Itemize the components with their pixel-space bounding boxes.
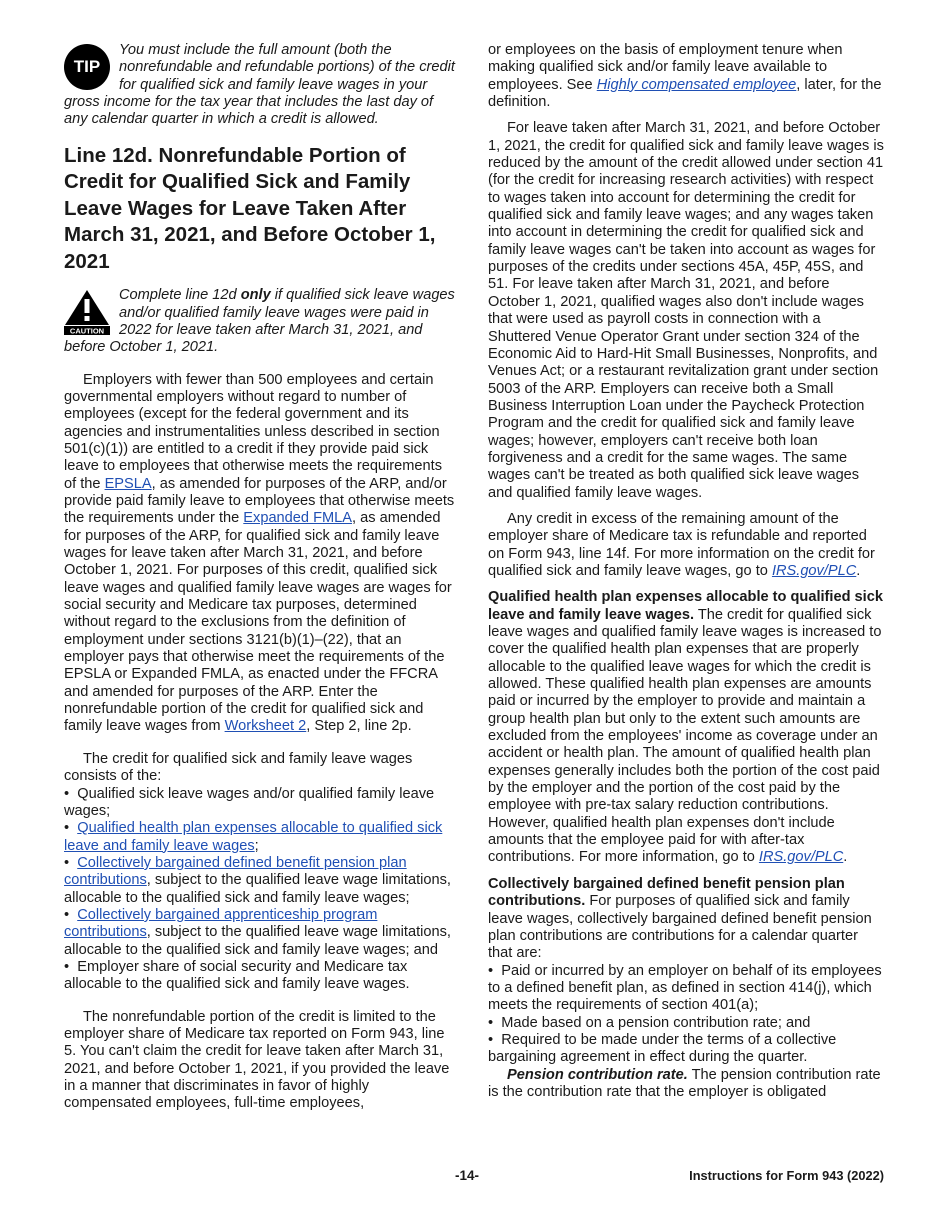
paragraph-nonrefundable-limit: The nonrefundable portion of the credit is limited to the employer share of Medicare tax reported on Form 943, line 5. You can't claim the credit for leave taken after March 31, 2021, and before October 1, 2021, if you provided the leave in a manner that discriminates in favor of highly compensated employees, full-time employees, xyxy=(64,1008,450,1112)
page-number: -14- xyxy=(455,1168,480,1183)
list-item: • Employer share of social security and Medicare tax allocable to the qualified sick and family leave wages. xyxy=(64,958,410,993)
list-item: • Qualified sick leave wages and/or qualified family leave wages; xyxy=(64,785,435,819)
tip-note xyxy=(64,42,458,129)
left-column xyxy=(64,42,458,1113)
paragraph-credit-components: The credit for qualified sick and family leave wages consists of the: xyxy=(64,750,413,785)
tip-text: You must include the full amount (both the nonrefundable and refundable portions) of the credit for qualified sick and family leave wages in your gross income for the tax year that includes the last day of any calendar quarter in which a credit is allowed. xyxy=(64,42,455,128)
link-irs-plc-2[interactable]: IRS.gov/PLC xyxy=(758,849,844,866)
link-worksheet-2[interactable]: Worksheet 2 xyxy=(224,718,307,735)
credit-components-list xyxy=(64,786,458,994)
link-highly-compensated-employee[interactable]: Highly compensated employee xyxy=(596,76,797,93)
link-epsla[interactable]: EPSLA xyxy=(104,475,152,492)
footer-title: Instructions for Form 943 (2022) xyxy=(689,1168,884,1183)
paragraph-health-plan-expenses: Qualified health plan expenses allocable to qualified sick leave and family leave wages. The credit for qualified sick leave wages and qualified family leave wages is increased to cover the qualified health plan expenses that are properly allocable to the qualified leave wages for which the credit is allowed. These qualified health plan expenses are amounts paid or incurred by the employer to provide and maintain a group health plan but only to the extent such amounts are excluded from the employees' income as coverage under an accident or health plan. The amount of qualified health plan expenses generally includes both the portion of the cost paid by the employer and the portion of the cost paid by the employee with pre-tax salary reduction contributions. However, qualified health plan expenses don't include amounts that the employee paid for with after-tax contributions. For more information, go to IRS.gov/PLC. xyxy=(488,589,883,866)
paragraph-refundable-excess: Any credit in excess of the remaining amount of the employer share of Medicare tax is refundable and reported on Form 943, line 14f. For more information on the credit for qualified sick and family leave wages, go to IRS.gov/PLC. xyxy=(488,510,875,579)
tip-badge: TIP xyxy=(64,44,110,90)
list-item: • Qualified health plan expenses allocable to qualified sick leave and family leave wages; xyxy=(64,820,443,854)
paragraph-discrimination: or employees on the basis of employment tenure when making qualified sick and/or family leave available to employees. See Highly compensated employee, later, for the definition. xyxy=(488,42,882,111)
caution-note xyxy=(64,287,458,356)
tip-icon xyxy=(64,44,112,84)
caution-badge: CAUTION xyxy=(69,326,105,336)
list-item: • Collectively bargained apprenticeship program contributions, subject to the qualified leave wage limitations, allocable to the qualified sick and family leave wages; and xyxy=(64,906,451,958)
list-item: • Paid or incurred by an employer on behalf of its employees to a defined benefit plan, as defined in section 414(j), which meets the requirements of section 401(a); xyxy=(488,962,882,1014)
right-column xyxy=(488,42,884,1101)
pension-criteria-list xyxy=(488,963,884,1067)
link-apprenticeship-contributions[interactable]: Collectively bargained apprenticeship program contributions xyxy=(64,906,378,941)
paragraph-pension-rate: Pension contribution rate. The pension contribution rate is the contribution rate that the employer is obligated xyxy=(488,1066,881,1100)
section-heading: Line 12d. Nonrefundable Portion of Credit for Qualified Sick and Family Leave Wages for Leave Taken After March 31, 2021, and Before October 1, 2021 xyxy=(64,143,436,273)
caution-text: Complete line 12d only if qualified sick leave wages and/or qualified family leave wages were paid in 2022 for leave taken after March 31, 2021, and before October 1, 2021. xyxy=(64,287,455,356)
caution-icon xyxy=(64,289,112,336)
paragraph-pension-contributions: Collectively bargained defined benefit pension plan contributions. For purposes of qualified sick and family leave wages, collectively bargained defined benefit pension plan contributions are contributions for a calendar quarter that are: xyxy=(488,875,872,962)
subheading-health-plan: Qualified health plan expenses allocable to qualified sick leave and family leave wages. xyxy=(488,589,883,623)
link-irs-plc[interactable]: IRS.gov/PLC xyxy=(771,562,857,579)
link-expanded-fmla[interactable]: Expanded FMLA xyxy=(243,510,353,527)
list-item: • Made based on a pension contribution rate; and xyxy=(488,1014,811,1031)
link-pension-plan-contributions[interactable]: Collectively bargained defined benefit pension plan contributions xyxy=(64,854,407,889)
link-qualified-health-plan-expenses[interactable]: Qualified health plan expenses allocable to qualified sick leave and family leave wages xyxy=(64,820,443,854)
list-item: • Required to be made under the terms of a collective bargaining agreement in effect during the quarter. xyxy=(488,1031,837,1066)
list-item: • Collectively bargained defined benefit pension plan contributions, subject to the qualified leave wage limitations, allocable to the qualified sick and family leave wages; xyxy=(64,854,451,906)
paragraph-eligibility: Employers with fewer than 500 employees and certain governmental employers without regard to number of employees (except for the federal government and its agencies and instrumentalities unless described in section 501(c)(1)) are entitled to a credit if they provide paid sick leave to employees that otherwise meets the requirements of the EPSLA, as amended for purposes of the ARP, and/or provide paid family leave to employees that otherwise meets the requirements under the Expanded FMLA, as amended for purposes of the ARP, for qualified sick and family leave wages for leave taken after March 31, 2021, and before October 1, 2021. For purposes of this credit, qualified sick leave wages and qualified family leave wages are wages for social security and Medicare tax purposes, determined without regard to the exclusions from the definition of employment under sections 3121(b)(1)–(22), that an employer pays that otherwise meet the requirements of the EPSLA or Expanded FMLA, as enacted under the FFCRA and amended for purposes of the ARP. Enter the nonrefundable portion of the credit for qualified sick and family leave wages from Worksheet 2, Step 2, line 2p. xyxy=(64,371,455,735)
paragraph-credit-reduction: For leave taken after March 31, 2021, and before October 1, 2021, the credit for qualified sick and family leave wages is reduced by the amount of the credit allowed under section 41 (for the credit for increasing research activities) with respect to wages taken into account for determining the credit for qualified sick and family leave wages; and any wages taken into account in determining the credit for qualified sick and family leave wages can't be taken into account as wages for purposes of the credits under sections 45A, 45P, 45S, and 51. For leave taken after March 31, 2021, and before October 1, 2021, qualified wages also don't include wages that were used as payroll costs in connection with a Shuttered Venue Operator Grant under section 324 of the Economic Aid to Hard-Hit Small Businesses, Nonprofits, and Venues Act; or a restaurant revitalization grant under section 5003 of the ARP. Employers can receive both a Small Business Interruption Loan under the Paycheck Protection Program and the credit for qualified sick and family leave wages; however, employers can't receive both loan forgiveness and a credit for the same wages. The same wages can't be treated as both qualified sick leave wages and qualified family leave wages. xyxy=(488,120,884,501)
subheading-pension: Collectively bargained defined benefit pension plan contributions. xyxy=(488,875,845,910)
subheading-pension-rate: Pension contribution rate. xyxy=(507,1066,688,1083)
